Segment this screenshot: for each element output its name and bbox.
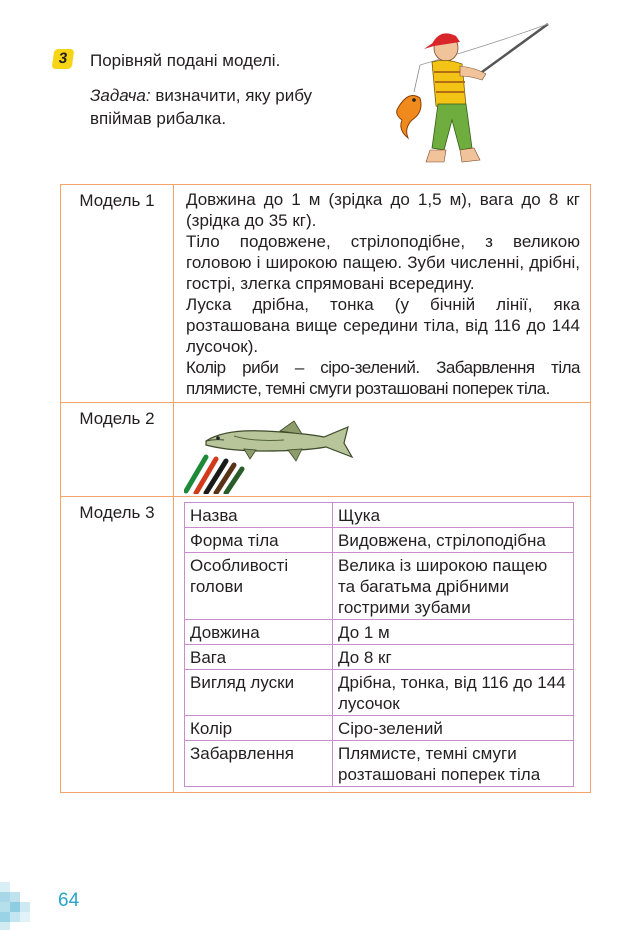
model-2-content (174, 403, 591, 497)
table-row (185, 503, 574, 528)
model-1-label: Модель 1 (61, 185, 174, 403)
row-value: Щука (333, 503, 574, 528)
row-value: До 8 кг (333, 645, 574, 670)
row-key: Форма тіла (185, 528, 333, 553)
model-1-color-text: Колір риби – сіро-зелений. Забарвлення тіла плямисте, темні смуги розташовані поперек тіла. (186, 358, 580, 398)
model-2-row (61, 403, 591, 497)
model-1-body-text: Тіло подовжене, стрілоподібне, з великою головою і широкою пащею. Зуби численні, дрібні, гострі, злегка спрямовані всередину. (186, 232, 580, 293)
table-row (185, 620, 574, 645)
row-value: Плямисте, темні смуги розташовані поперек тіла (333, 741, 574, 787)
task-desc-label: Задача: (90, 86, 151, 105)
row-key: Вага (185, 645, 333, 670)
task-description (90, 84, 340, 130)
model-1-size-text: Довжина до 1 м (зрідка до 1,5 м), вага до 8 кг (зрідка до 35 кг). (186, 190, 580, 230)
model-1-content (174, 185, 591, 403)
row-key: Особливості голови (185, 553, 333, 620)
table-row (185, 716, 574, 741)
row-value: Велика із широкою пащею та багатьма дрібними гострими зубами (333, 553, 574, 620)
pike-info-table (184, 502, 574, 787)
row-key: Назва (185, 503, 333, 528)
page-number: 64 (58, 890, 80, 911)
task-title: Порівняй подані моделі. (90, 51, 281, 70)
models-table (60, 184, 591, 793)
row-value: До 1 м (333, 620, 574, 645)
corner-decoration (0, 882, 40, 930)
model-2-label: Модель 2 (61, 403, 174, 497)
model-1-scales-text: Луска дрібна, тонка (у бічній лінії, яка розташована вище середини тіла, від 116 до 144 лусочок). (186, 295, 580, 356)
row-key: Довжина (185, 620, 333, 645)
model-3-label: Модель 3 (61, 497, 174, 793)
task-desc-text: визначити, яку рибу впіймав рибалка. (90, 86, 313, 128)
pike-drawing-image (184, 409, 364, 494)
row-value: Сіро-зелений (333, 716, 574, 741)
row-value: Дрібна, тонка, від 116 до 144 лусочок (333, 670, 574, 716)
table-row (185, 670, 574, 716)
model-1-row (61, 185, 591, 403)
row-key: Вигляд луски (185, 670, 333, 716)
fisherman-illustration (390, 20, 560, 178)
model-3-content (174, 497, 591, 793)
model-3-row (61, 497, 591, 793)
table-row (185, 528, 574, 553)
table-row (185, 741, 574, 787)
task-number-badge: 3 (52, 49, 75, 69)
table-row (185, 553, 574, 620)
row-key: Забарвлення (185, 741, 333, 787)
row-value: Видовжена, стрілоподібна (333, 528, 574, 553)
row-key: Колір (185, 716, 333, 741)
table-row (185, 645, 574, 670)
